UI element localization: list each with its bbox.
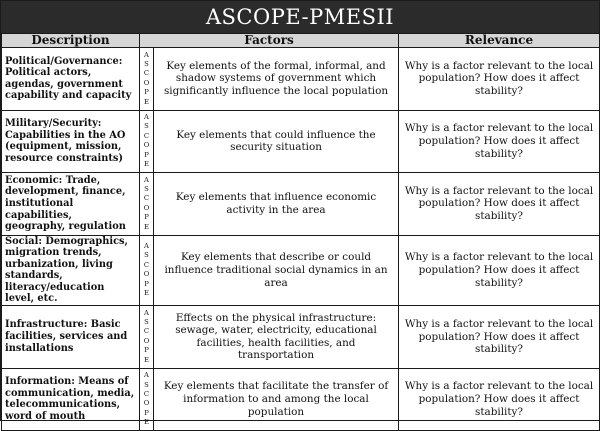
row-description: Political/Governance: Political actors, agendas, government capability and capacity xyxy=(2,48,140,111)
ascope-letters xyxy=(140,173,154,236)
header-row xyxy=(2,34,600,48)
ascope-letter: C xyxy=(143,389,150,398)
ascope-letter: O xyxy=(143,399,150,408)
ascope-letter: O xyxy=(143,141,150,150)
table-row xyxy=(2,173,600,236)
ascope-letter: C xyxy=(143,131,150,140)
ascope-letter: P xyxy=(144,408,149,417)
row-factor: Key elements that could influence the security situation xyxy=(154,110,399,173)
table-row xyxy=(2,306,600,369)
table-row xyxy=(2,235,600,306)
ascope-letter: S xyxy=(144,122,149,131)
ascope-letter: O xyxy=(143,270,150,279)
header-description: Description xyxy=(2,34,140,48)
ascope-letters xyxy=(140,110,154,173)
row-description: Information: Means of communication, media, telecommunications, word of mouth xyxy=(2,368,140,431)
row-description: Infrastructure: Basic facilities, services and installations xyxy=(2,306,140,369)
ascope-letter: S xyxy=(144,380,149,389)
table-title: ASCOPE-PMESII xyxy=(1,1,599,33)
ascope-letters xyxy=(140,306,154,369)
ascope-letter: E xyxy=(144,160,149,169)
ascope-letter: E xyxy=(144,222,149,231)
row-factor: Key elements that describe or could influence traditional social dynamics in an area xyxy=(154,235,399,306)
ascope-letter: S xyxy=(144,184,149,193)
ascope-letter: O xyxy=(143,78,150,87)
table-row xyxy=(2,368,600,431)
ascope-letter: A xyxy=(144,308,149,317)
ascope-letter: S xyxy=(144,59,149,68)
row-factor: Key elements that facilitate the transfer of information to and among the local population xyxy=(154,368,399,431)
row-factor: Key elements that influence economic activity in the area xyxy=(154,173,399,236)
row-relevance: Why is a factor relevant to the local population? How does it affect stability? xyxy=(399,110,600,173)
ascope-letters xyxy=(140,368,154,431)
ascope-letter: P xyxy=(144,279,149,288)
ascope-letter: A xyxy=(144,371,149,380)
ascope-letter: E xyxy=(144,97,149,106)
ascope-letter: E xyxy=(144,289,149,298)
ascope-letter: A xyxy=(144,242,149,251)
table-row xyxy=(2,110,600,173)
ascope-letters xyxy=(140,48,154,111)
row-relevance: Why is a factor relevant to the local population? How does it affect stability? xyxy=(399,306,600,369)
ascope-letter: C xyxy=(143,260,150,269)
header-factors: Factors xyxy=(140,34,399,48)
row-factor: Effects on the physical infrastructure: sewage, water, electricity, educational facilities, health facilities, and transportation xyxy=(154,306,399,369)
ascope-letter: A xyxy=(144,175,149,184)
ascope-letter: A xyxy=(144,50,149,59)
ascope-letter: P xyxy=(144,150,149,159)
ascope-letter: P xyxy=(144,346,149,355)
ascope-letter: C xyxy=(143,194,150,203)
row-description: Social: Demographics, migration trends, urbanization, living standards, literacy/education level, etc. xyxy=(2,235,140,306)
ascope-letter: C xyxy=(143,69,150,78)
table-row xyxy=(2,48,600,111)
ascope-letter: O xyxy=(143,336,150,345)
ascope-letter: S xyxy=(144,251,149,260)
row-relevance: Why is a factor relevant to the local population? How does it affect stability? xyxy=(399,48,600,111)
ascope-letter: P xyxy=(144,88,149,97)
ascope-letters xyxy=(140,235,154,306)
ascope-pmesii-table xyxy=(1,33,600,431)
row-description: Economic: Trade, development, finance, institutional capabilities, geography, regulation xyxy=(2,173,140,236)
ascope-letter: O xyxy=(143,203,150,212)
header-relevance: Relevance xyxy=(399,34,600,48)
ascope-letter: C xyxy=(143,327,150,336)
ascope-letter: S xyxy=(144,318,149,326)
row-relevance: Why is a factor relevant to the local population? How does it affect stability? xyxy=(399,368,600,431)
row-relevance: Why is a factor relevant to the local population? How does it affect stability? xyxy=(399,235,600,306)
ascope-letter: P xyxy=(144,213,149,222)
ascope-letter: E xyxy=(144,418,149,427)
row-description: Military/Security: Capabilities in the AO (equipment, mission, resource constraints) xyxy=(2,110,140,173)
row-relevance: Why is a factor relevant to the local population? How does it affect stability? xyxy=(399,173,600,236)
ascope-letter: A xyxy=(144,113,149,122)
ascope-letter: E xyxy=(144,355,149,364)
row-factor: Key elements of the formal, informal, and shadow systems of government which significantly influence the local population xyxy=(154,48,399,111)
